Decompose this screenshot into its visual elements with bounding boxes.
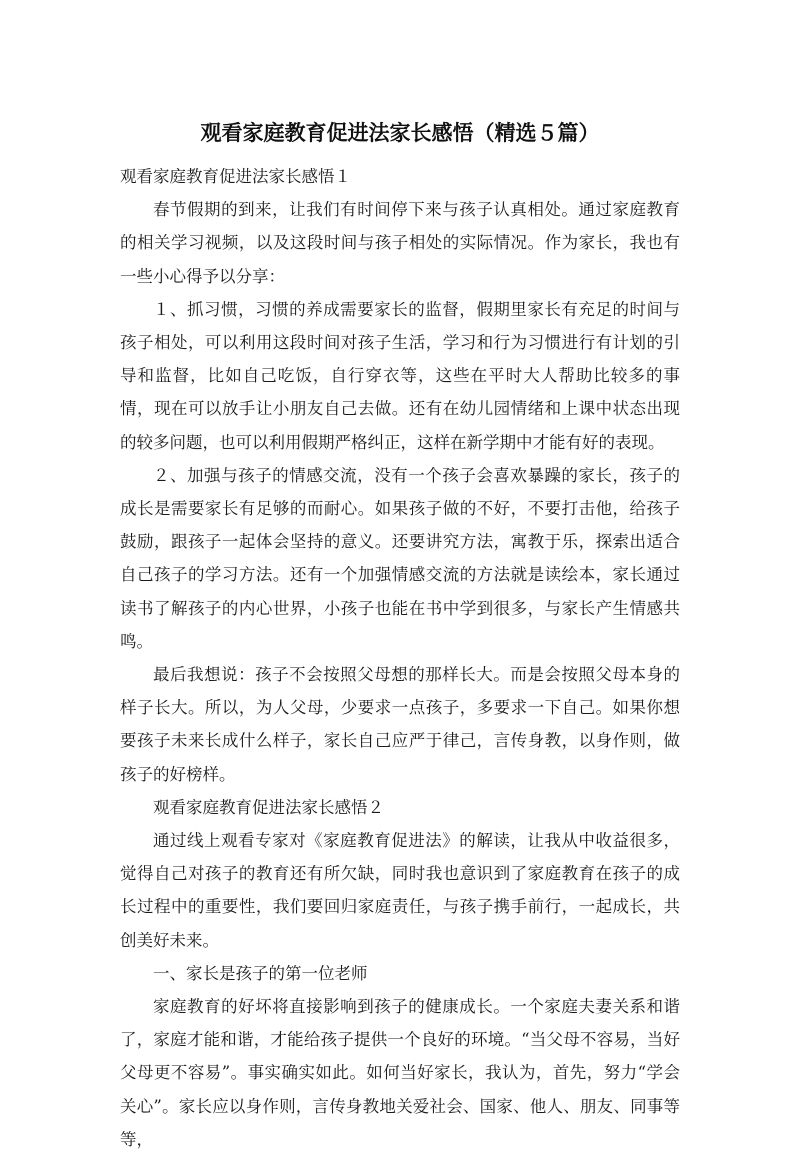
paragraph-intro: 春节假期的到来，让我们有时间停下来与孩子认真相处。通过家庭教育的相关学习视频，以及这段时间与孩子相处的实际情况。作为家长，我也有一些小心得予以分享： — [120, 200, 680, 286]
paragraph-family-education: 家庭教育的好坏将直接影响到孩子的健康成长。一个家庭夫妻关系和谐了，家庭才能和谐，才能给孩子提供一个良好的环境。“当父母不容易，当好父母更不容易”。事实确实如此。如何当好家长，我认为，首先，努力“学会关心”。家长应以身作则，言传身教地关爱社会、国家、他人、朋友、同事等等， — [120, 997, 680, 1149]
section-heading-1: 观看家庭教育促进法家长感悟１ — [120, 167, 351, 186]
subheading-first-teacher: 一、家长是孩子的第一位老师 — [153, 963, 368, 983]
paragraph-section-2-intro: 通过线上观看专家对《家庭教育促进法》的解读，让我从中收益很多，觉得自己对孩子的教育还有所欠缺，同时我也意识到了家庭教育在孩子的成长过程中的重要性，我们要回归家庭责任，与孩子携手前行，一起成长，共创美好未来。 — [120, 831, 680, 950]
section-heading-2: 观看家庭教育促进法家长感悟２ — [153, 797, 384, 817]
paragraph-point-2: ２、加强与孩子的情感交流，没有一个孩子会喜欢暴躁的家长，孩子的成长是需要家长有足够的而耐心。如果孩子做的不好，不要打击他，给孩子鼓励，跟孩子一起体会坚持的意义。还要讲究方法，寓教于乐，探索出适合自己孩子的学习方法。还有一个加强情感交流的方法就是读绘本，家长通过读书了解孩子的内心世界，小孩子也能在书中学到很多，与家长产生情感共鸣。 — [120, 465, 680, 651]
document-body — [120, 160, 680, 1156]
document-title: 观看家庭教育促进法家长感悟（精选５篇） — [200, 121, 600, 145]
paragraph-conclusion: 最后我想说：孩子不会按照父母想的那样长大。而是会按照父母本身的样子长大。所以，为人父母，少要求一点孩子，多要求一下自己。如果你想要孩子未来长成什么样子，家长自己应严于律己，言传身教，以身作则，做孩子的好榜样。 — [120, 665, 680, 784]
paragraph-point-1: １、抓习惯，习惯的养成需要家长的监督，假期里家长有充足的时间与孩子相处，可以利用这段时间对孩子生活，学习和行为习惯进行有计划的引导和监督，比如自己吃饭，自行穿衣等，这些在平时大人帮助比较多的事情，现在可以放手让小朋友自己去做。还有在幼儿园情绪和上课中状态出现的较多问题，也可以利用假期严格纠正，这样在新学期中才能有好的表现。 — [120, 299, 680, 452]
